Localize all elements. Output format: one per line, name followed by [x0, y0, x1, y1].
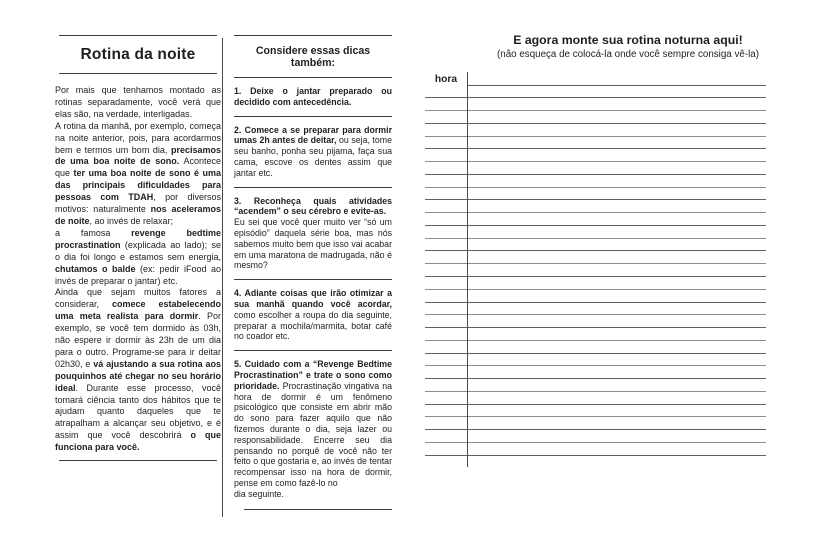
ruled-line — [425, 111, 766, 124]
text-run: a famosa — [55, 227, 132, 238]
ruled-line — [425, 303, 766, 316]
text-run: 3. Reconheça quais atividades “acendem” o seu cérebro e evite-as. — [234, 195, 392, 217]
text-run: A rotina da manhã, por exemplo, começa na noite anterior, pois, para acordarmos bem e termos um bom dia, — [55, 120, 221, 155]
tip-item — [234, 196, 392, 272]
text-run: (ex: pedir iFood ao invés de preparar o jantar) etc. — [55, 263, 221, 286]
text-run: , ao invés de relaxar; — [89, 215, 174, 226]
left-top-rule — [59, 35, 217, 36]
left-title: Rotina da noite — [80, 46, 196, 63]
tips-column — [234, 28, 392, 510]
hour-label: hora — [434, 73, 458, 85]
ruled-line — [425, 226, 766, 239]
text-run: revenge bedtime procrastination — [55, 227, 221, 250]
text-run: dia seguinte. — [234, 488, 284, 499]
ruled-line — [425, 277, 766, 290]
planner-table-header — [425, 73, 766, 86]
left-bottom-rule — [59, 460, 217, 461]
ruled-line — [425, 264, 766, 277]
text-run: . Por exemplo, se você tem dormido às 03h, não espere ir dormir às 23h de um dia para o outro. Programe-se para ir deitar 02h30, e — [55, 311, 221, 369]
ruled-line — [425, 239, 766, 252]
ruled-line — [425, 366, 766, 379]
ruled-line — [425, 315, 766, 328]
ruled-line — [425, 188, 766, 201]
header-underline — [467, 72, 766, 86]
ruled-line — [425, 430, 766, 443]
text-run: Procrastinação vingativa na hora de dormir é um fenômeno psicológico que consiste em abrir mão do sono para fazer aquilo que não fizemos durante o dia, seja lazer ou responsabilidade. Encerre seu dia pensando no porquê de você não ter feito o que gostaria e, ao invés de tentar recompensar isso na hora de dormir, pense em como fazê-lo no — [234, 380, 392, 488]
tips-list — [234, 86, 392, 500]
tip-separator — [234, 187, 392, 188]
text-run: Acontece que — [55, 156, 222, 179]
paragraph — [55, 287, 221, 454]
tip-separator — [234, 116, 392, 117]
text-run: 4. Adiante coisas que irão otimizar a sua manhã quando você acordar, — [234, 288, 392, 309]
text-run: Eu sei que você quer muito ver “só um episódio” daquela série boa, mas nós sabemos muito bem que isso vai acabar em uma maratona de madrugada, não é mesmo? — [234, 217, 392, 271]
paragraph — [55, 228, 221, 288]
tip-separator — [234, 350, 392, 351]
ruled-line — [425, 392, 766, 405]
ruled-line — [425, 200, 766, 213]
ruled-line — [425, 251, 766, 264]
text-run: o que funciona para você. — [55, 430, 222, 453]
text-run: ter uma boa noite de sono é uma das principais dificuldades para pessoas com TDAH — [55, 168, 221, 203]
ruled-line — [425, 137, 766, 150]
tips-top-rule — [234, 35, 392, 36]
ruled-line — [425, 341, 766, 354]
text-run: vá ajustando a sua rotina aos pouquinhos até chegar no seu horário ideal — [55, 358, 221, 393]
planner-table — [425, 73, 766, 456]
ruled-line — [425, 86, 766, 99]
planner-title: E agora monte sua rotina noturna aqui! — [513, 33, 743, 47]
text-run: 2. Comece a se preparar para dormir umas 2h antes de deitar, — [234, 124, 392, 146]
planner-ruled-lines — [425, 86, 766, 456]
tips-heading: Considere essas dicas também: — [255, 45, 371, 69]
text-run: Ainda que sejam muitos fatores a considerar, — [55, 287, 221, 310]
tip-item — [234, 359, 392, 499]
left-body-text — [55, 85, 221, 454]
text-run: 5. Cuidado com a “Revenge Bedtime Procrastination” e trate o sono como prioridade. — [234, 359, 392, 391]
ruled-line — [425, 354, 766, 367]
text-run: . Durante esse processo, você tomará ciência tanto dos hábitos que te ajudam quanto daqueles que te atrapalham a alcançar seu objetivo, e é assim que você descobrirá — [55, 382, 221, 441]
paragraph — [55, 85, 221, 121]
ruled-line — [425, 290, 766, 303]
ruled-line — [425, 405, 766, 418]
left-title-rule — [59, 73, 217, 74]
text-run: precisamos de uma boa noite de sono. — [55, 144, 221, 167]
planner-header — [458, 33, 798, 60]
ruled-line — [425, 417, 766, 430]
ruled-line — [425, 175, 766, 188]
text-run: chutamos o balde — [55, 263, 136, 274]
tip-item — [234, 125, 392, 179]
text-run: , por diversos motivos: naturalmente — [55, 192, 221, 215]
ruled-line — [425, 124, 766, 137]
ruled-line — [425, 98, 766, 111]
tip-item — [234, 86, 392, 108]
hour-column-divider — [467, 72, 468, 467]
ruled-line — [425, 149, 766, 162]
text-run: nos aceleramos de noite — [55, 204, 221, 226]
tip-item — [234, 288, 392, 342]
text-run: como escolher a roupa do dia seguinte, preparar a mochila/marmita, botar café no coador etc. — [234, 309, 392, 342]
tip-separator — [234, 279, 392, 280]
ruled-line — [425, 443, 766, 456]
left-column — [55, 28, 221, 461]
text-run: (explicada ao lado); se o dia foi longo e estamos sem energia, — [55, 239, 221, 262]
tips-heading-rule — [234, 77, 392, 78]
ruled-line — [425, 328, 766, 341]
text-run: 1. Deixe o jantar preparado ou decidido com antecedência. — [234, 86, 392, 107]
text-run: Por mais que tenhamos montado as rotinas separadamente, você verá que elas são, na verdade, interligadas. — [55, 85, 221, 119]
column-divider — [222, 38, 223, 517]
planner-subtitle: (não esqueça de colocá-la onde você sempre consiga vê-la) — [497, 49, 759, 60]
paragraph — [55, 121, 221, 228]
text-run: comece estabelecendo uma meta realista para dormir — [55, 299, 221, 322]
ruled-line — [425, 213, 766, 226]
ruled-line — [425, 379, 766, 392]
tips-bottom-rule — [244, 509, 392, 510]
ruled-line — [425, 162, 766, 175]
text-run: ou seja, tome seu banho, ponha seu pijama, faça sua cama, escove os dentes assim que jantar etc. — [234, 135, 392, 178]
